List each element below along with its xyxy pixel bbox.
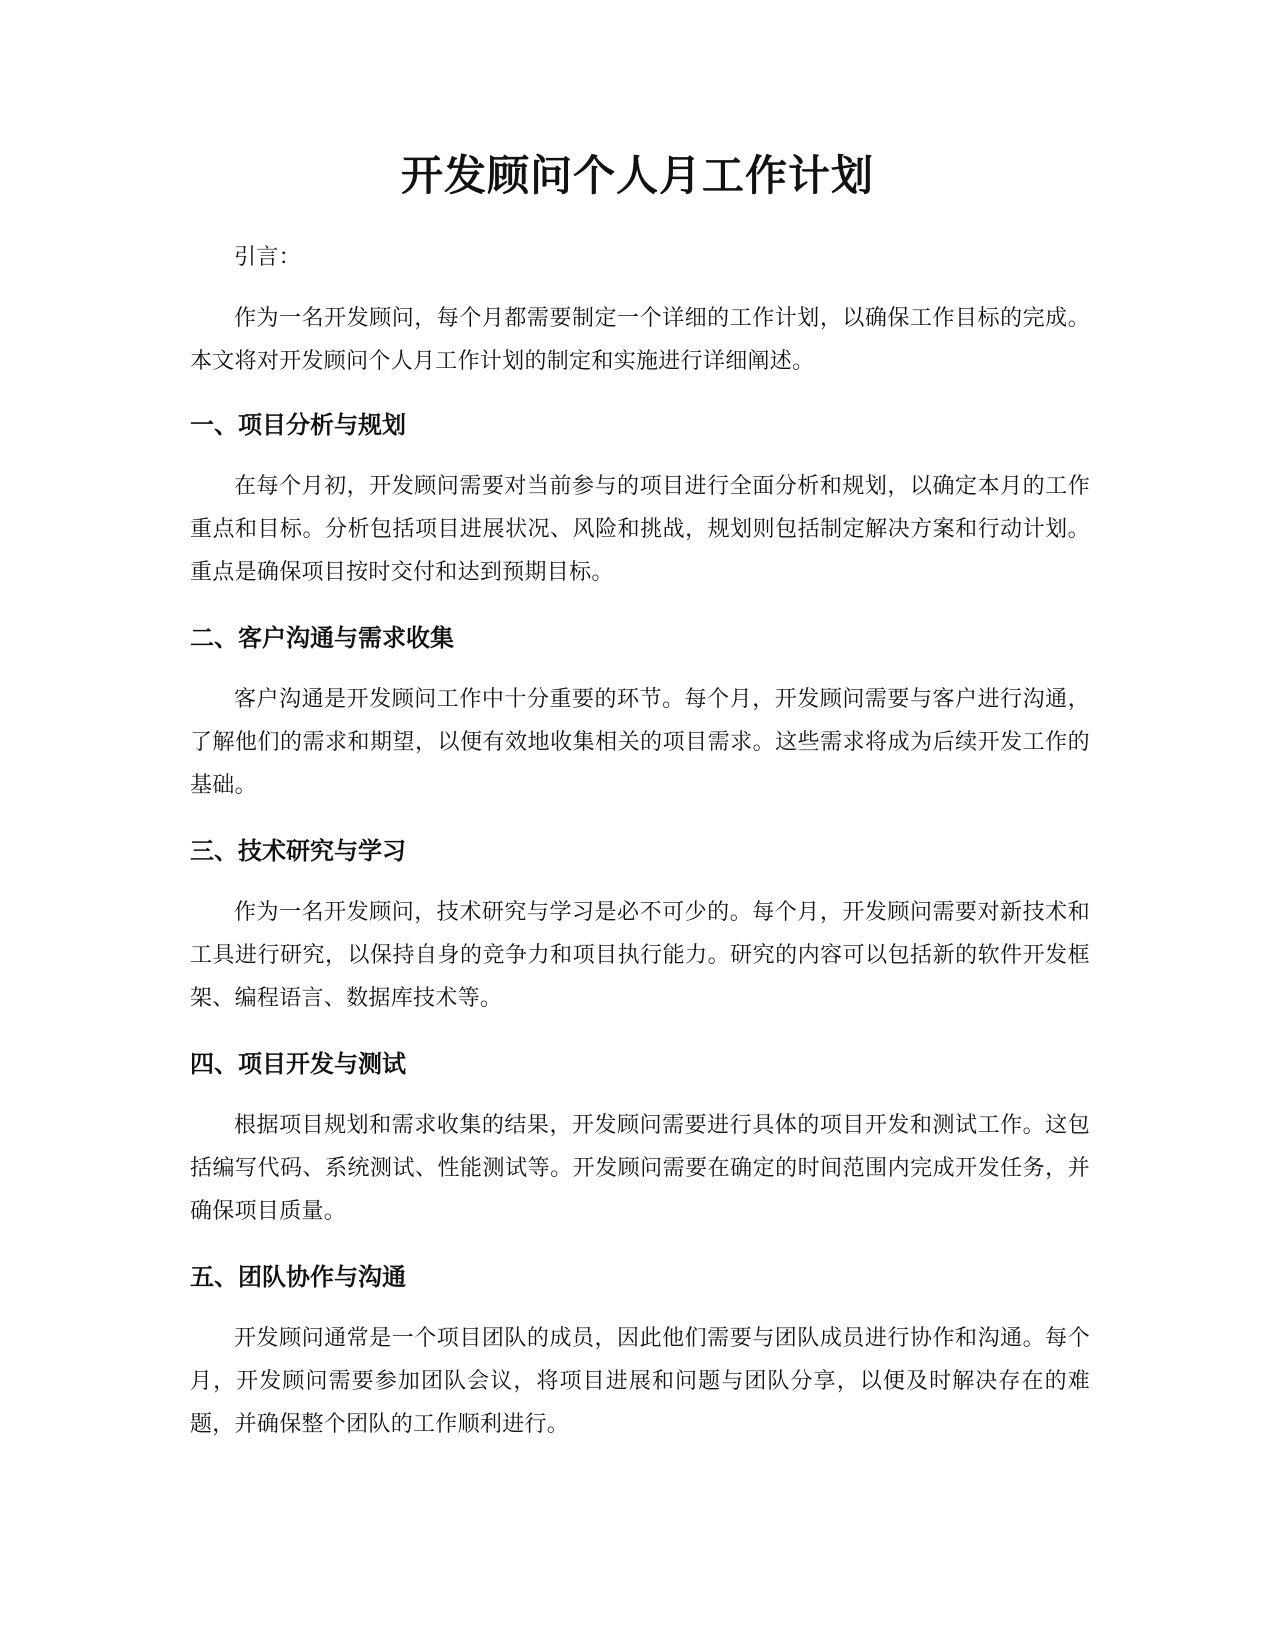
section-heading: 四、项目开发与测试 xyxy=(190,1050,406,1078)
intro-label: 引言： xyxy=(234,245,301,270)
section-paragraph: 作为一名开发顾问，技术研究与学习是必不可少的。每个月，开发顾问需要对新技术和工具进行研究，以保持自身的竞争力和项目执行能力。研究的内容可以包括新的软件开发框架、编程语言、数据库技术等。 xyxy=(190,900,1090,1011)
intro-paragraph: 作为一名开发顾问，每个月都需要制定一个详细的工作计划，以确保工作目标的完成。本文将对开发顾问个人月工作计划的制定和实施进行详细阐述。 xyxy=(190,306,1090,374)
section-paragraph: 根据项目规划和需求收集的结果，开发顾问需要进行具体的项目开发和测试工作。这包括编写代码、系统测试、性能测试等。开发顾问需要在确定的时间范围内完成开发任务，并确保项目质量。 xyxy=(190,1113,1090,1224)
section-dev-testing xyxy=(190,1044,1090,1233)
section-paragraph: 开发顾问通常是一个项目团队的成员，因此他们需要与团队成员进行协作和沟通。每个月，开发顾问需要参加团队会议，将项目进展和问题与团队分享，以便及时解决存在的难题，并确保整个团队的工作顺利进行。 xyxy=(190,1326,1090,1437)
section-project-analysis xyxy=(190,405,1090,594)
section-paragraph: 在每个月初，开发顾问需要对当前参与的项目进行全面分析和规划，以确定本月的工作重点和目标。分析包括项目进展状况、风险和挑战，规划则包括制定解决方案和行动计划。重点是确保项目按时交付和达到预期目标。 xyxy=(190,474,1090,585)
section-heading: 五、团队协作与沟通 xyxy=(190,1263,406,1291)
section-team-collaboration xyxy=(190,1257,1090,1446)
section-tech-research xyxy=(190,831,1090,1020)
document-title: 开发顾问个人月工作计划 xyxy=(400,151,874,200)
section-paragraph: 客户沟通是开发顾问工作中十分重要的环节。每个月，开发顾问需要与客户进行沟通，了解他们的需求和期望，以便有效地收集相关的项目需求。这些需求将成为后续开发工作的基础。 xyxy=(190,687,1090,798)
section-heading: 二、客户沟通与需求收集 xyxy=(190,624,454,652)
section-heading: 一、项目分析与规划 xyxy=(190,411,406,439)
document-body xyxy=(190,236,1090,1470)
section-client-communication xyxy=(190,618,1090,807)
section-heading: 三、技术研究与学习 xyxy=(190,837,406,865)
